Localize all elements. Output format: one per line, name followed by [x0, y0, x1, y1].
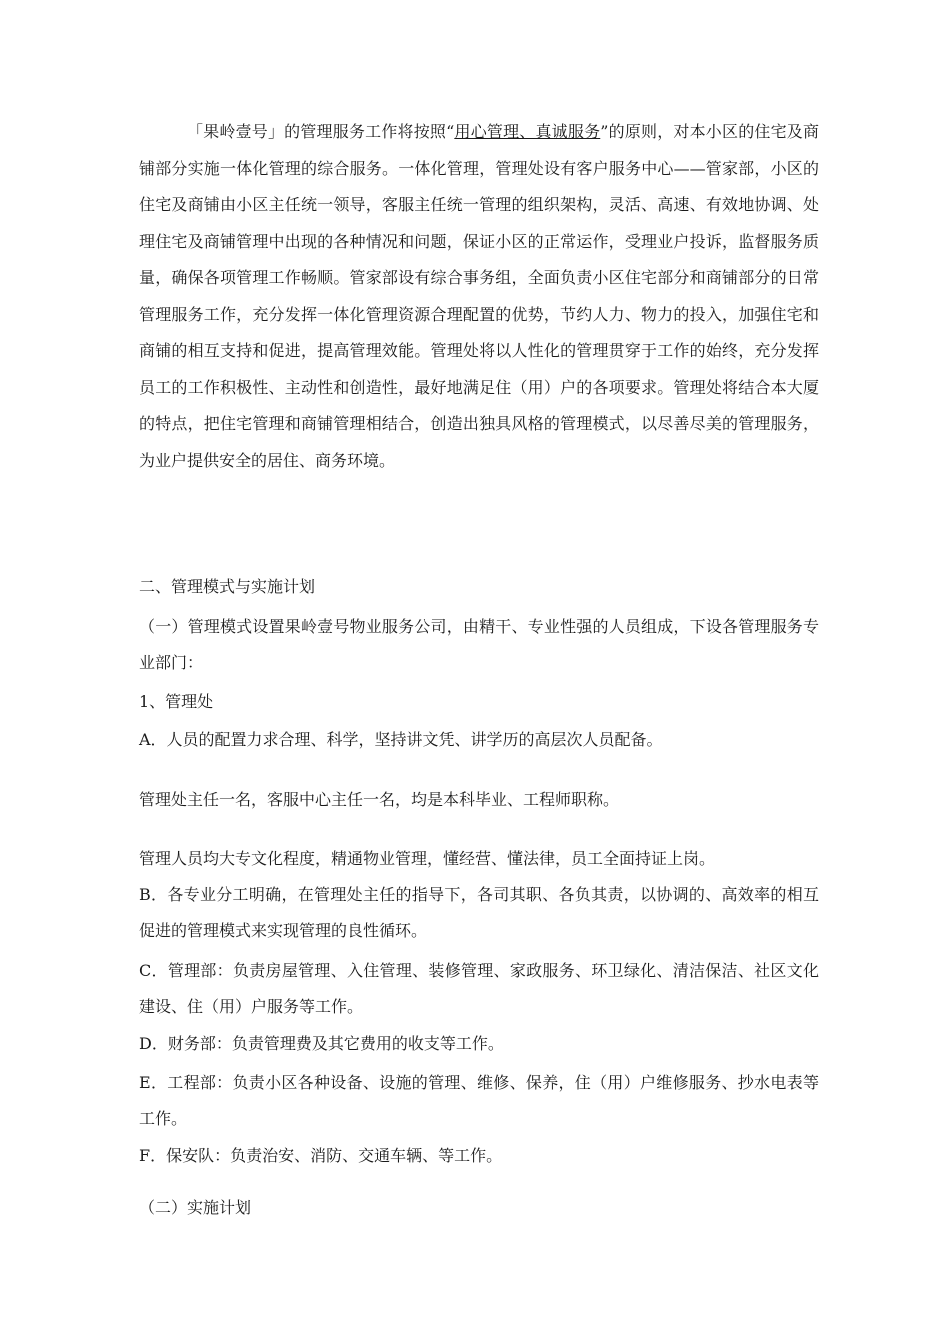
item-b-paragraph: B．各专业分工明确，在管理处主任的指导下，各司其职、各负其责，以协调的、高效率的相互促进的管理模式来实现管理的良性循环。 — [139, 885, 819, 940]
item-d-text: D．财务部：负责管理费及其它费用的收支等工作。 — [139, 1034, 504, 1053]
subsection-1-paragraph: （一）管理模式设置果岭壹号物业服务公司，由精干、专业性强的人员组成，下设各管理服务专业部门： — [139, 617, 819, 672]
principle-underlined: 用心管理、真诚服务 — [454, 122, 601, 141]
intro-paragraph — [139, 114, 819, 479]
item-c-paragraph: C．管理部：负责房屋管理、入住管理、装修管理、家政服务、环卫绿化、清洁保洁、社区文化建设、住（用）户服务等工作。 — [139, 961, 819, 1016]
item-a-director-line: 管理处主任一名，客服中心主任一名，均是本科毕业、工程师职称。 — [139, 790, 620, 809]
section-heading: 二、管理模式与实施计划 — [139, 577, 316, 596]
item-1-heading: 1、管理处 — [139, 692, 214, 711]
intro-text-start: 「果岭壹号」的管理服务工作将按照“ — [187, 122, 455, 141]
subsection-2-heading: （二）实施计划 — [139, 1198, 252, 1217]
item-a-staff-line: 管理人员均大专文化程度，精通物业管理，懂经营、懂法律，员工全面持证上岗。 — [139, 849, 716, 868]
intro-text-rest: ”的原则，对本小区的住宅及商铺部分实施一体化管理的综合服务。一体化管理，管理处设有客户服务中心——管家部，小区的住宅及商铺由小区主任统一领导，客服主任统一管理的组织架构，灵活、高速、有效地协调、处理住宅及商铺管理中出现的各种情况和问题，保证小区的正常运作，受理业户投诉，监督服务质量，确保各项管理工作畅顺。管家部设有综合事务组，全面负责小区住宅部分和商铺部分的日常管理服务工作，充分发挥一体化管理资源合理配置的优势，节约人力、物力的投入，加强住宅和商铺的相互支持和促进，提高管理效能。管理处将以人性化的管理贯穿于工作的始终，充分发挥员工的工作积极性、主动性和创造性，最好地满足住（用）户的各项要求。管理处将结合本大厦的特点，把住宅管理和商铺管理相结合，创造出独具风格的管理模式，以尽善尽美的管理服务，为业户提供安全的居住、商务环境。 — [139, 122, 819, 470]
item-a-text: A．人员的配置力求合理、科学，坚持讲文凭、讲学历的高层次人员配备。 — [139, 730, 663, 749]
item-e-paragraph: E．工程部：负责小区各种设备、设施的管理、维修、保养，住（用）户维修服务、抄水电表等工作。 — [139, 1073, 819, 1128]
item-f-text: F．保安队：负责治安、消防、交通车辆、等工作。 — [139, 1146, 503, 1165]
